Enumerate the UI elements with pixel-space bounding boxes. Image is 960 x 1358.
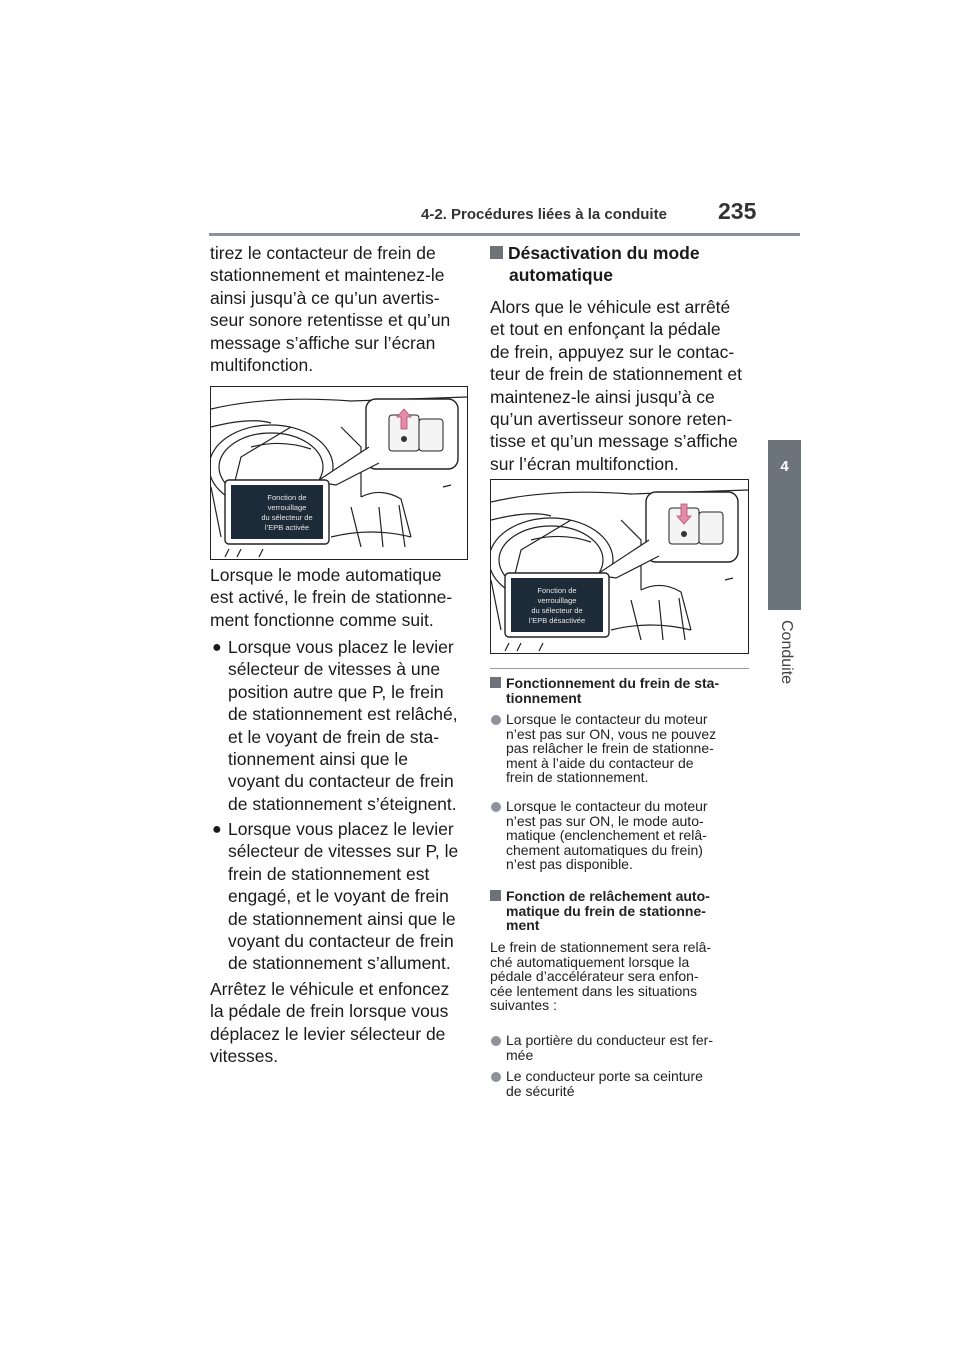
section-heading [490, 242, 700, 287]
note-item [506, 1069, 703, 1098]
bullet-marker: ● [212, 821, 222, 838]
text-line: n’est pas sur ON, le mode auto- [506, 812, 704, 829]
display-line: l’EPB activée [264, 523, 310, 532]
text-line: de stationnement s’éteignent. [228, 793, 457, 814]
chapter-label-box [770, 620, 800, 720]
text-line: n’est pas disponible. [506, 856, 633, 873]
notes-separator [490, 668, 749, 669]
text-line: matique (enclenchement et relâ- [506, 827, 707, 844]
cockpit-illustration [211, 387, 467, 559]
text-line: et tout en enfonçant la pédale [490, 319, 721, 340]
heading-line: tionnement [506, 689, 582, 706]
text-line: pas relâcher le frein de stationne- [506, 740, 714, 757]
text-line: Arrêtez le véhicule et enfoncez [210, 979, 450, 999]
text-line: vitesses. [210, 1046, 279, 1067]
display-line: verrouillage [537, 596, 577, 605]
note-item [506, 799, 708, 872]
heading-line: Désactivation du mode [508, 243, 700, 263]
square-bullet-icon [490, 246, 503, 259]
square-bullet-icon [490, 677, 501, 688]
display-message [241, 493, 333, 533]
text-line: tisse et qu’un message s’affiche [490, 431, 738, 452]
display-line: verrouillage [267, 503, 307, 512]
display-message [511, 586, 603, 626]
page-number: 235 [718, 198, 757, 224]
display-line: du sélecteur de [261, 513, 313, 522]
text-line: de stationnement est relâché, [228, 704, 458, 725]
text-line: de sécurité [506, 1082, 575, 1099]
text-line: ainsi jusqu’à ce qu’un avertis- [210, 287, 440, 308]
text-line: sélecteur de vitesses à une [228, 659, 441, 680]
text-line: position autre que P, le frein [228, 681, 444, 702]
text-line: frein de stationnement est [228, 863, 430, 884]
text-line: déplacez le levier sélecteur de [210, 1023, 446, 1044]
note-item [506, 712, 716, 785]
text-line: Lorsque vous placez le levier [228, 637, 454, 657]
text-line: qu’un avertisseur sonore reten- [490, 409, 733, 430]
text-line: tionnement ainsi que le [228, 749, 408, 770]
text-line: sur l’écran multifonction. [490, 453, 679, 474]
text-line: Lorsque le mode automatique [210, 565, 442, 585]
text-line: tirez le contacteur de frein de [210, 243, 436, 263]
figure-parking-brake-push [490, 479, 749, 654]
section-title: 4-2. Procédures liées à la conduite [421, 206, 667, 223]
text-line: Lorsque vous placez le levier [228, 819, 454, 839]
text-line: seur sonore retentisse et qu’un [210, 310, 451, 331]
heading-line: Fonctionnement du frein de sta- [506, 675, 720, 691]
text-line: maintenez-le ainsi jusqu’à ce [490, 386, 715, 407]
text-line: pédale d’accélérateur sera enfon- [490, 968, 699, 985]
text-line: de frein, appuyez sur le contac- [490, 341, 735, 362]
text-line: sélecteur de vitesses sur P, le [228, 841, 459, 862]
intro-paragraph [210, 242, 450, 376]
text-line: stationnement et maintenez-le [210, 265, 445, 286]
circle-bullet-icon [491, 802, 501, 812]
display-line: du sélecteur de [531, 606, 583, 615]
closing-paragraph [210, 978, 449, 1068]
text-line: voyant du contacteur de frein [228, 771, 454, 792]
text-line: de stationnement ainsi que le [228, 908, 456, 929]
text-line: chement automatiques du frein) [506, 841, 703, 858]
text-line: engagé, et le voyant de frein [228, 886, 449, 907]
circle-bullet-icon [491, 1036, 501, 1046]
text-line: est activé, le frein de stationne- [210, 587, 453, 608]
text-line: multifonction. [210, 355, 314, 376]
text-line: la pédale de frein lorsque vous [210, 1001, 449, 1022]
text-line: teur de frein de stationnement et [490, 364, 742, 385]
text-line: suivantes : [490, 997, 557, 1014]
circle-bullet-icon [491, 715, 501, 725]
display-line: l’EPB désactivée [528, 616, 586, 625]
note-heading [490, 889, 710, 933]
text-line: Alors que le véhicule est arrêté [490, 297, 731, 317]
chapter-number: 4 [780, 458, 789, 475]
figure-parking-brake-pull [210, 386, 468, 560]
text-line: et le voyant de frein de sta- [228, 726, 440, 747]
heading-line: ment [506, 917, 540, 934]
bullet-marker: ● [212, 639, 222, 656]
text-line: ment fonctionne comme suit. [210, 609, 434, 630]
circle-bullet-icon [491, 1072, 501, 1082]
square-bullet-icon [490, 890, 501, 901]
header-rule [209, 233, 800, 236]
text-line: cée lentement dans les situations [490, 982, 698, 999]
display-line: Fonction de [267, 493, 307, 502]
text-line: frein de stationnement. [506, 769, 649, 786]
text-line: La portière du conducteur est fer- [506, 1032, 714, 1048]
note-heading [490, 676, 719, 705]
heading-line: Fonction de relâchement auto- [506, 888, 710, 904]
text-line: ment à l’aide du contacteur de [506, 754, 694, 771]
text-line: de stationnement s’allument. [228, 953, 451, 974]
text-line: Le conducteur porte sa ceinture [506, 1068, 703, 1084]
chapter-label: Conduite [778, 620, 795, 685]
text-line: Le frein de stationnement sera relâ- [490, 939, 712, 955]
bullet-item [228, 818, 458, 975]
text-line: mée [506, 1046, 534, 1063]
note-body [490, 940, 711, 1013]
text-line: n’est pas sur ON, vous ne pouvez [506, 725, 717, 742]
text-line: voyant du contacteur de frein [228, 931, 454, 952]
note-item [506, 1033, 713, 1062]
cockpit-illustration [491, 480, 748, 653]
heading-line: matique du frein de stationne- [506, 902, 706, 919]
mode-paragraph [210, 564, 452, 631]
bullet-item [228, 636, 458, 815]
display-line: Fonction de [537, 586, 577, 595]
text-line: ché automatiquement lorsque la [490, 953, 690, 970]
text-line: Lorsque le contacteur du moteur [506, 798, 708, 814]
text-line: Lorsque le contacteur du moteur [506, 711, 708, 727]
text-line: message s’affiche sur l’écran [210, 332, 436, 353]
heading-line: automatique [509, 265, 614, 286]
deactivation-paragraph [490, 296, 742, 475]
